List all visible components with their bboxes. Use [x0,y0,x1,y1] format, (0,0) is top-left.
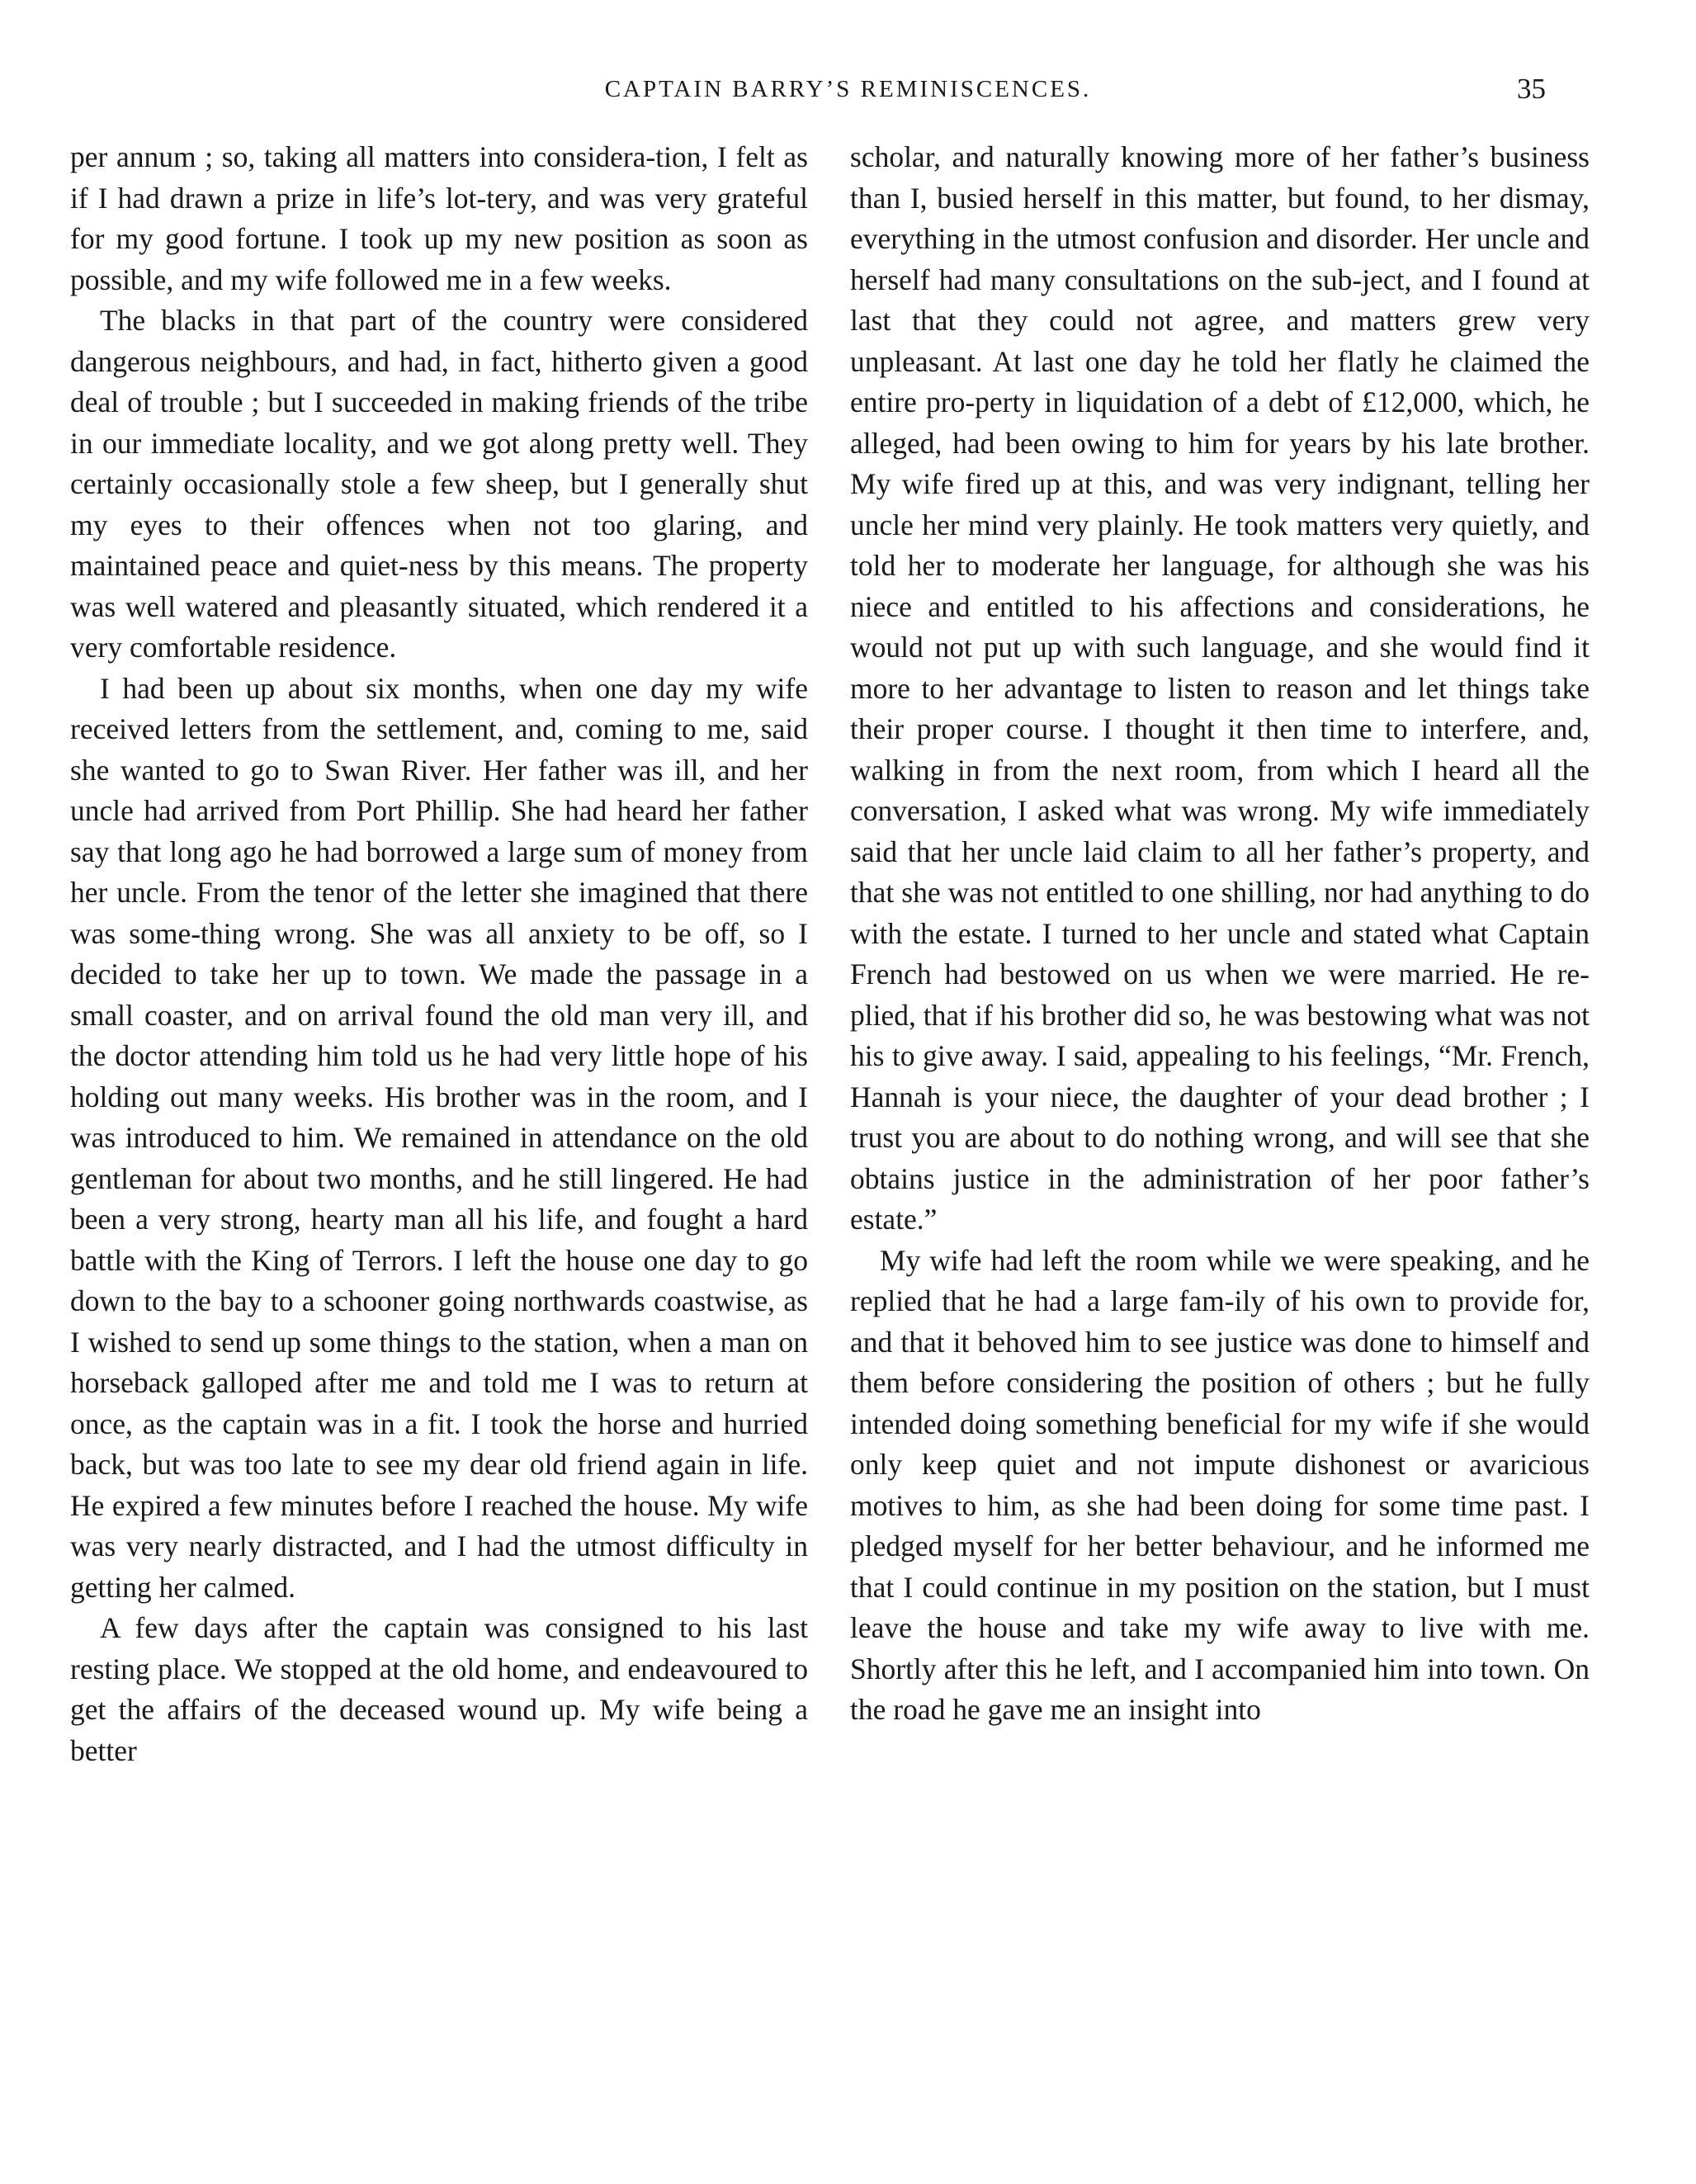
paragraph: I had been up about six months, when one day my wife received letters from the settlement, and, coming to me, said she wanted to go to Swan River. Her father was ill, and her uncle had arrived from Port Phillip. She had heard her father say that long ago he had borrowed a large sum of money from her uncle. From the tenor of the letter she imagined that there was some-thing wrong. She was all anxiety to be off, so I decided to take her up to town. We made the passage in a small coaster, and on arrival found the old man very ill, and the doctor attending him told us he had very little hope of his holding out many weeks. His brother was in the room, and I was introduced to him. We remained in attendance on the old gentleman for about two months, and he still lingered. He had been a very strong, hearty man all his life, and fought a hard battle with the King of Terrors. I left the house one day to go down to the bay to a schooner going northwards coastwise, as I wished to send up some things to the station, when a man on horseback galloped after me and told me I was to return at once, as the captain was in a fit. I took the horse and hurried back, but was too late to see my dear old friend again in life. He expired a few minutes before I reached the house. My wife was very nearly distracted, and I had the utmost difficulty in getting her calmed. [70,671,808,1604]
left-column [70,137,808,1771]
paragraph: scholar, and naturally knowing more of her father’s business than I, busied herself in this matter, but found, to her dismay, everything in the utmost confusion and disorder. Her uncle and herself had many consultations on the sub-ject, and I found at last that they could not agree, and matters grew very unpleasant. At last one day he told her flatly he claimed the entire pro-perty in liquidation of a debt of £12,000, which, he alleged, had been owing to him for years by his late brother. My wife fired up at this, and was very indignant, telling her uncle her mind very plainly. He took matters very quietly, and told her to moderate her language, for although she was his niece and entitled to his affections and considerations, he would not put up with such language, and she would find it more to her advantage to listen to reason and let things take their proper course. I thought it then time to interfere, and, walking in from the next room, from which I heard all the conversation, I asked what was wrong. My wife immediately said that her uncle laid claim to all her father’s property, and that she was not entitled to one shilling, nor had anything to do with the estate. I turned to her uncle and stated what Captain French had bestowed on us when we were married. He re-plied, that if his brother did so, he was bestowing what was not his to give away. I said, appealing to his feelings, “Mr. French, Hannah is your niece, the daughter of your dead brother ; I trust you are about to do nothing wrong, and will see that she obtains justice in the administration of her poor father’s estate.” [850,140,1590,1236]
paragraph: per annum ; so, taking all matters into considera-tion, I felt as if I had drawn a prize in life’s lot-tery, and was very grateful for my good fortune. I took up my new position as soon as possible, and my wife followed me in a few weeks. [70,140,808,296]
page-number: 35 [1517,73,1546,105]
right-column [850,137,1590,1731]
paragraph: A few days after the captain was consigned to his last resting place. We stopped at the old home, and endeavoured to get the affairs of the deceased wound up. My wife being a better [70,1611,808,1767]
paragraph: The blacks in that part of the country were considered dangerous neighbours, and had, in fact, hitherto given a good deal of trouble ; but I succeeded in making friends of the tribe in our immediate locality, and we got along pretty well. They certainly occasionally stole a few sheep, but I generally shut my eyes to their offences when not too glaring, and maintained peace and quiet-ness by this means. The property was well watered and pleasantly situated, which rendered it a very comfortable residence. [70,304,808,664]
running-title: CAPTAIN BARRY’S REMINISCENCES. [604,76,1092,102]
paragraph: My wife had left the room while we were speaking, and he replied that he had a large fam-ily of his own to provide for, and that it behoved him to see justice was done to himself and them before considering the position of others ; but he fully intended doing something beneficial for my wife if she would only keep quiet and not impute dishonest or avaricious motives to him, as she had been doing for some time past. I pledged myself for her better behaviour, and he informed me that I could continue in my position on the station, but I must leave the house and take my wife away to live with me. Shortly after this he left, and I accompanied him into town. On the road he gave me an insight into [850,1243,1590,1726]
page-header [0,73,1696,117]
